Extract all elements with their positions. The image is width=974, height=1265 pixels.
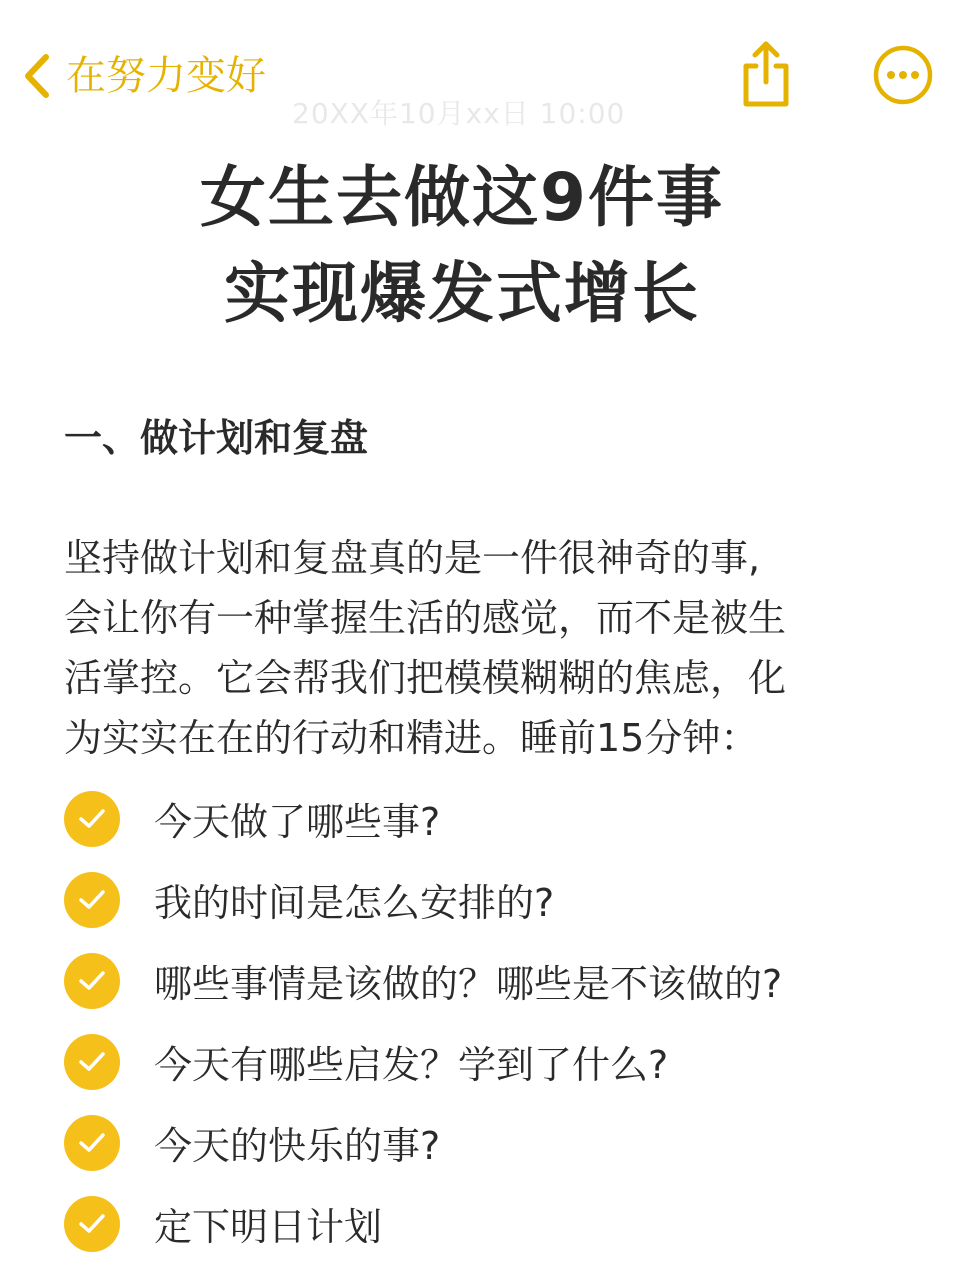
- title-line-1: 女生去做这9件事: [200, 159, 724, 236]
- checkmark-icon: [78, 1051, 106, 1073]
- share-icon: [736, 38, 796, 110]
- checkmark-button[interactable]: [64, 872, 120, 928]
- checkmark-button[interactable]: [64, 1196, 120, 1252]
- paragraph-line: 活掌控。它会帮我们把模模糊糊的焦虑，化: [64, 656, 787, 700]
- checklist-item: [64, 778, 944, 859]
- navigation-bar: [0, 0, 974, 150]
- checklist-item: [64, 940, 944, 1021]
- checkmark-icon: [78, 808, 106, 830]
- note-date-faint: 20XX年10月xx日 10:00: [292, 97, 626, 130]
- section-heading: 一、做计划和复盘: [64, 416, 369, 460]
- checklist-item-text: 哪些事情是该做的？哪些是不该做的?: [154, 962, 783, 1006]
- checklist-item: [64, 1183, 944, 1264]
- title-line-2: 实现爆发式增长: [224, 255, 700, 332]
- back-button[interactable]: [22, 46, 266, 106]
- body-paragraph: [64, 528, 914, 768]
- checkmark-icon: [78, 970, 106, 992]
- more-icon: [872, 44, 934, 106]
- checkmark-button[interactable]: [64, 791, 120, 847]
- more-options-button[interactable]: [872, 44, 934, 106]
- paragraph-line: 为实实在在的行动和精进。睡前15分钟：: [64, 716, 759, 760]
- checklist-item-text: 今天做了哪些事?: [154, 800, 441, 844]
- checkmark-button[interactable]: [64, 1115, 120, 1171]
- back-label: 在努力变好: [66, 53, 266, 99]
- note-title: [0, 150, 924, 342]
- checklist-item: [64, 1102, 944, 1183]
- checklist-item-text: 今天的快乐的事?: [154, 1124, 441, 1168]
- checklist-item: [64, 1021, 944, 1102]
- checkmark-icon: [78, 1132, 106, 1154]
- checklist-item-text: 今天有哪些启发？学到了什么?: [154, 1043, 669, 1087]
- checklist: [64, 778, 944, 1264]
- checklist-item-text: 定下明日计划: [154, 1205, 383, 1249]
- checkmark-icon: [78, 889, 106, 911]
- paragraph-line: 会让你有一种掌握生活的感觉，而不是被生: [64, 596, 787, 640]
- checkmark-button[interactable]: [64, 953, 120, 1009]
- checkmark-icon: [78, 1213, 106, 1235]
- checklist-item: [64, 859, 944, 940]
- share-button[interactable]: [736, 38, 796, 110]
- paragraph-line: 坚持做计划和复盘真的是一件很神奇的事,: [64, 536, 761, 580]
- checklist-item-text: 我的时间是怎么安排的?: [154, 881, 555, 925]
- checkmark-button[interactable]: [64, 1034, 120, 1090]
- chevron-left-icon: [22, 51, 52, 101]
